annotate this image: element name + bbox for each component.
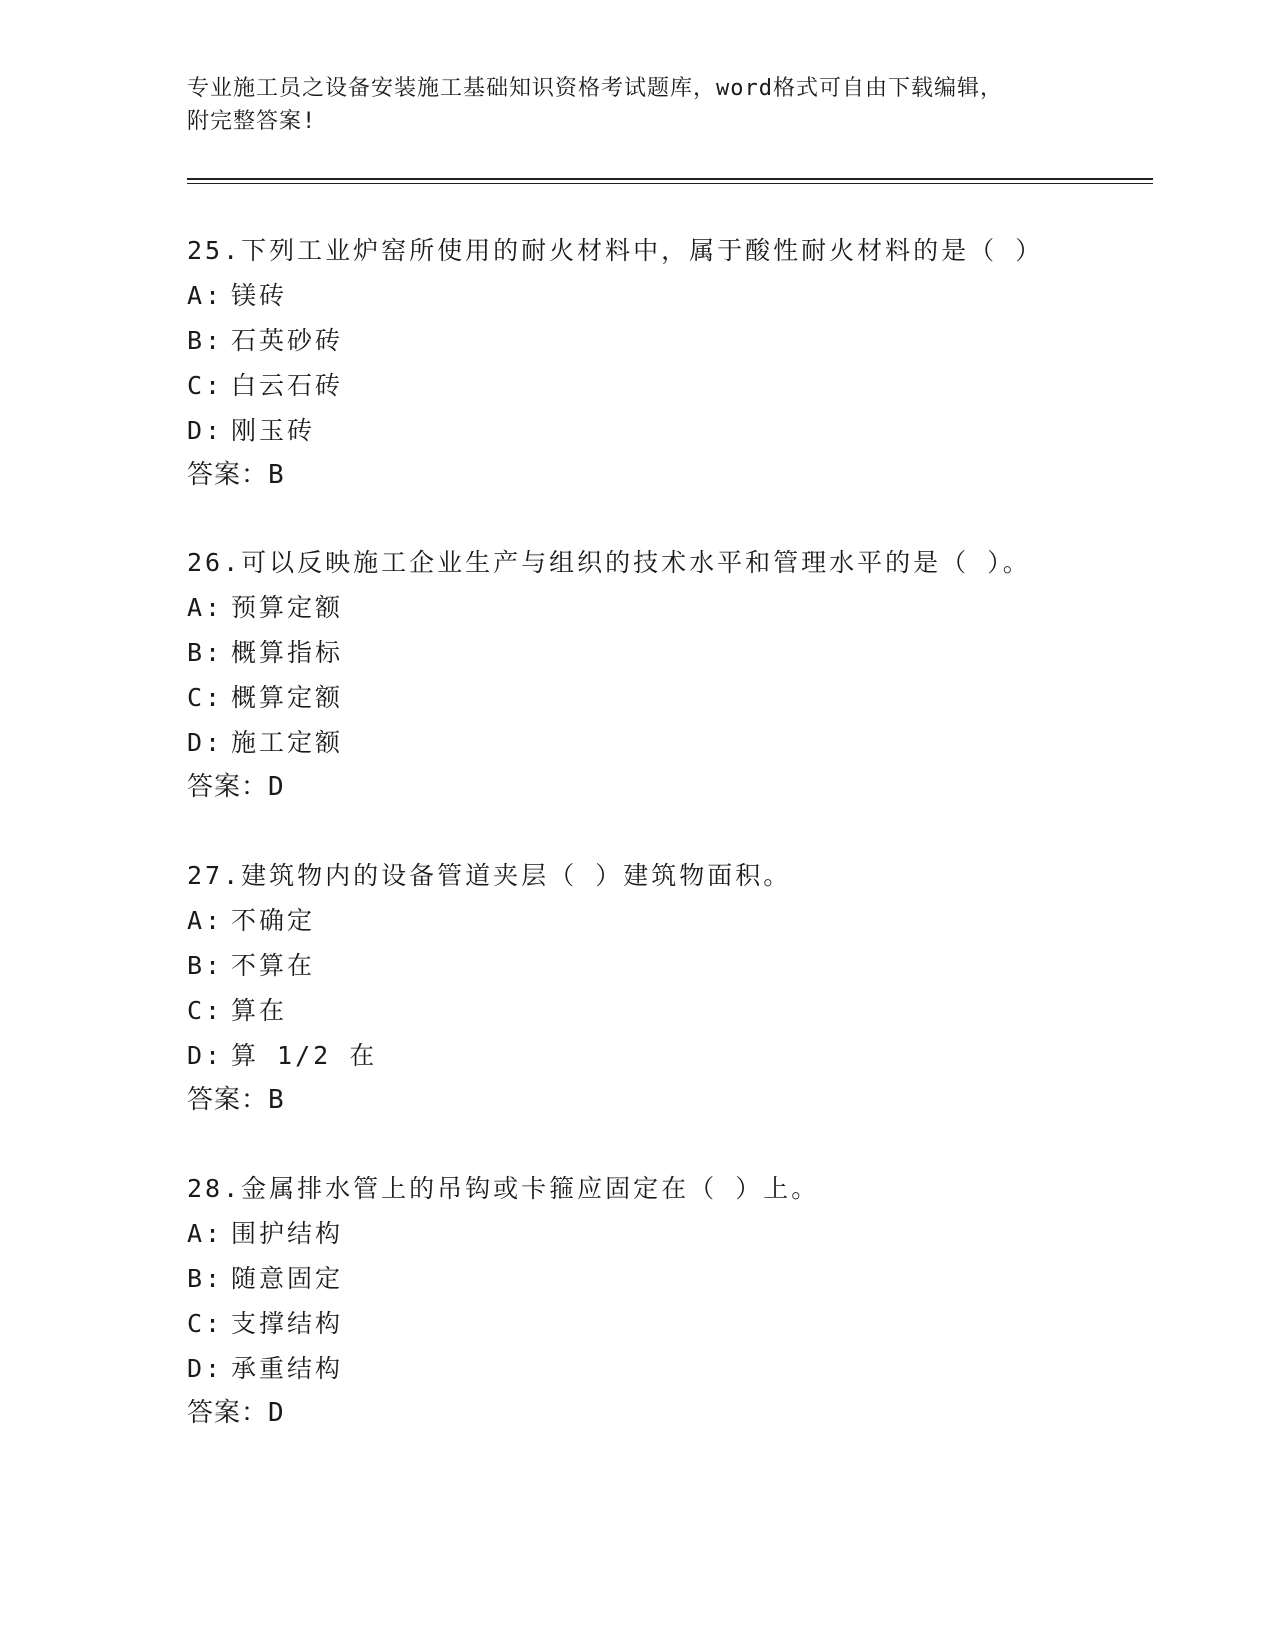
header-divider	[187, 178, 1153, 180]
option-letter: C:	[187, 683, 224, 712]
option-letter: A:	[187, 593, 224, 622]
question-stem: 27.建筑物内的设备管道夹层（ ）建筑物面积。	[187, 861, 792, 890]
option-text: 围护结构	[231, 1219, 344, 1248]
answer-value: B	[268, 460, 285, 490]
header-line-2: 附完整答案!	[187, 109, 317, 134]
question-stem: 26.可以反映施工企业生产与组织的技术水平和管理水平的是（ ）。	[187, 548, 1031, 577]
option-letter: B:	[187, 1264, 224, 1293]
option-text: 施工定额	[231, 728, 344, 757]
option-letter: A:	[187, 1219, 224, 1248]
option-a	[187, 273, 1137, 318]
answer-value: D	[268, 772, 285, 802]
option-letter: D:	[187, 1041, 224, 1070]
question-27	[187, 853, 1137, 1123]
option-letter: D:	[187, 1354, 224, 1383]
question-stem: 25.下列工业炉窑所使用的耐火材料中，属于酸性耐火材料的是（ ）	[187, 236, 1044, 265]
option-d	[187, 720, 1137, 765]
option-letter: A:	[187, 281, 224, 310]
answer-label: 答案：	[187, 460, 269, 490]
answer-line	[187, 453, 1137, 498]
option-letter: D:	[187, 728, 224, 757]
option-text: 随意固定	[231, 1264, 344, 1293]
option-c	[187, 675, 1137, 720]
question-28	[187, 1166, 1137, 1436]
option-d	[187, 1033, 1137, 1078]
option-text: 不确定	[231, 906, 316, 935]
document-header	[187, 72, 1087, 138]
option-text: 白云石砖	[231, 371, 344, 400]
question-25	[187, 228, 1137, 498]
answer-line	[187, 765, 1137, 810]
answer-value: B	[268, 1085, 285, 1115]
option-letter: C:	[187, 371, 224, 400]
option-letter: B:	[187, 326, 224, 355]
question-26	[187, 540, 1137, 810]
option-d	[187, 1346, 1137, 1391]
option-letter: C:	[187, 996, 224, 1025]
option-a	[187, 585, 1137, 630]
option-c	[187, 988, 1137, 1033]
option-letter: C:	[187, 1309, 224, 1338]
option-text: 算 1/2 在	[231, 1041, 378, 1070]
option-b	[187, 318, 1137, 363]
answer-line	[187, 1078, 1137, 1123]
option-b	[187, 630, 1137, 675]
header-line-1: 专业施工员之设备安装施工基础知识资格考试题库，word格式可自由下载编辑，	[187, 76, 1003, 101]
option-a	[187, 1211, 1137, 1256]
option-text: 概算指标	[231, 638, 344, 667]
answer-label: 答案：	[187, 1085, 269, 1115]
option-text: 概算定额	[231, 683, 344, 712]
option-text: 刚玉砖	[231, 416, 316, 445]
question-stem: 28.金属排水管上的吊钩或卡箍应固定在（ ）上。	[187, 1174, 820, 1203]
option-letter: A:	[187, 906, 224, 935]
option-text: 石英砂砖	[231, 326, 344, 355]
option-text: 预算定额	[231, 593, 344, 622]
option-b	[187, 943, 1137, 988]
header-divider-thin	[187, 183, 1153, 184]
option-c	[187, 1301, 1137, 1346]
option-letter: B:	[187, 951, 224, 980]
option-letter: D:	[187, 416, 224, 445]
option-a	[187, 898, 1137, 943]
answer-value: D	[268, 1398, 285, 1428]
option-b	[187, 1256, 1137, 1301]
answer-label: 答案：	[187, 1398, 269, 1428]
option-c	[187, 363, 1137, 408]
option-text: 算在	[231, 996, 288, 1025]
option-text: 不算在	[231, 951, 316, 980]
answer-label: 答案：	[187, 772, 269, 802]
option-letter: B:	[187, 638, 224, 667]
option-d	[187, 408, 1137, 453]
option-text: 承重结构	[231, 1354, 344, 1383]
answer-line	[187, 1391, 1137, 1436]
option-text: 镁砖	[231, 281, 288, 310]
option-text: 支撑结构	[231, 1309, 344, 1338]
